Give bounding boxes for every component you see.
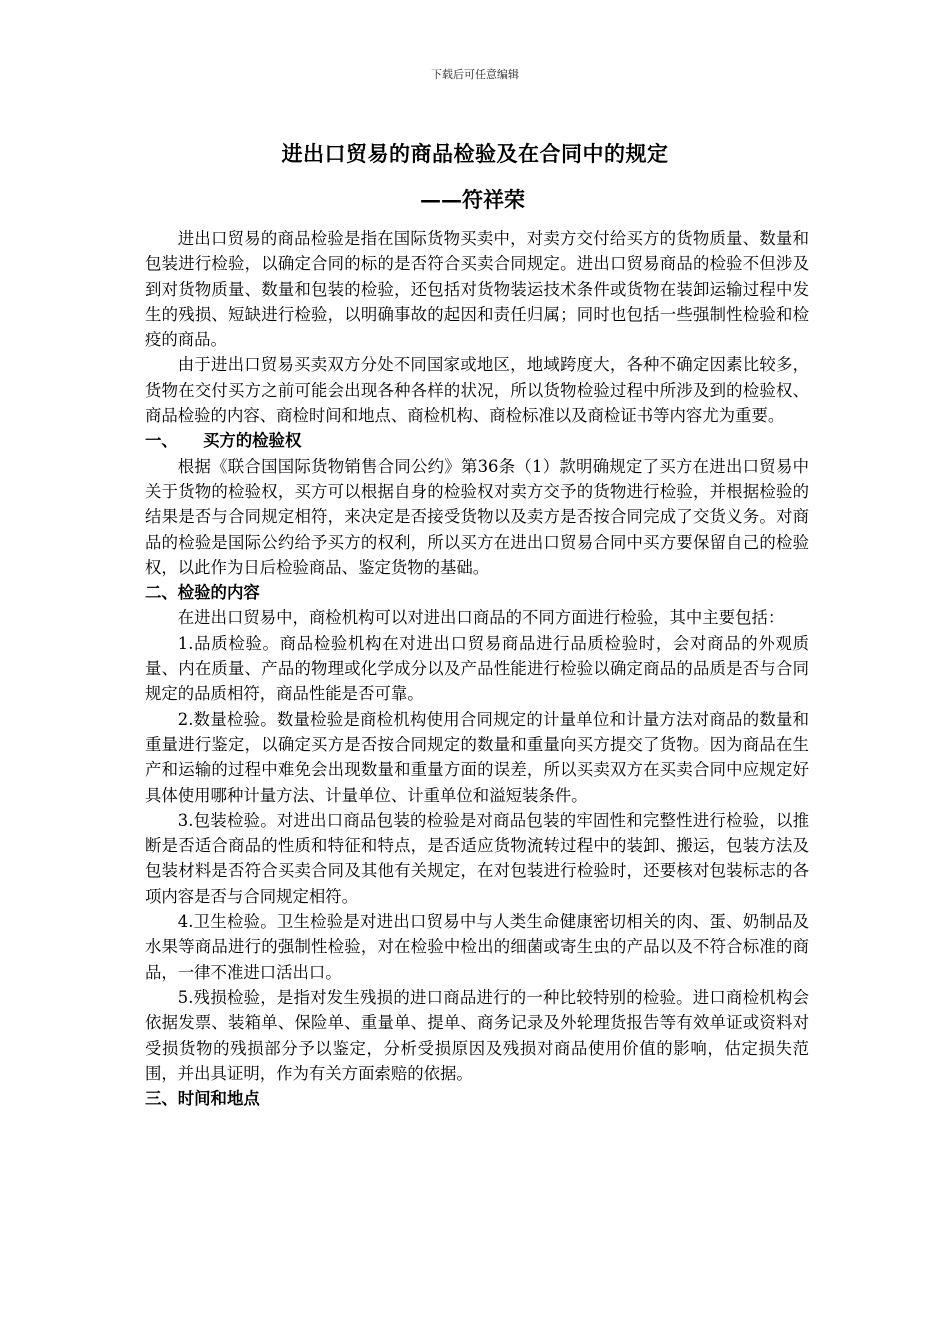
- section2-paragraph-quantity: 2.数量检验。数量检验是商检机构使用合同规定的计量单位和计量方法对商品的数量和重量进行鉴定，以确定买方是否按合同规定的数量和重量向买方提交了货物。因为商品在生产和运输的过程中难免会出现数量和重量方面的误差，所以买卖双方在买卖合同中应规定好具体使用哪种计量方法、计量单位、计重单位和溢短装条件。: [145, 709, 809, 805]
- section2-paragraph-damage: 5.残损检验，是指对发生残损的进口商品进行的一种比较特别的检验。进口商检机构会依据发票、装箱单、保险单、重量单、提单、商务记录及外轮理货报告等有效单证或资料对受损货物的残损部分予以鉴定，分析受损原因及残损对商品使用价值的影响，估定损失范围，并出具证明，作为有关方面索赔的依据。: [145, 987, 809, 1083]
- document-body: [145, 226, 809, 1111]
- intro-paragraph-1: 进出口贸易的商品检验是指在国际货物买卖中，对卖方交付给买方的货物质量、数量和包装进行检验，以确定合同的标的是否符合买卖合同规定。进出口贸易商品的检验不但涉及到对货物质量、数量和包装的检验，还包括对货物装运技术条件或货物在装卸运输过程中发生的残损、短缺进行检验，以明确事故的起因和责任归属；同时也包括一些强制性检验和检疫的商品。: [145, 229, 809, 350]
- section-heading-time-and-place: 三、时间和地点: [145, 1089, 260, 1109]
- section-heading-inspection-content: 二、检验的内容: [145, 583, 260, 603]
- section1-paragraph-1: 根据《联合国国际货物销售合同公约》第36条（1）款明确规定了买方在进出口贸易中关于货物的检验权，买方可以根据自身的检验权对卖方交予的货物进行检验，并根据检验的结果是否与合同规定相符，来决定是否接受货物以及卖方是否按合同完成了交货义务。对商品的检验是国际公约给予买方的权利，所以买方在进出口贸易合同中买方要保留自己的检验权，以此作为日后检验商品、鉴定货物的基础。: [145, 456, 809, 577]
- intro-paragraph-2: 由于进出口贸易买卖双方分处不同国家或地区，地域跨度大，各种不确定因素比较多，货物在交付买方之前可能会出现各种各样的状况，所以货物检验过程中所涉及到的检验权、商品检验的内容、商检时间和地点、商检机构、商检标准以及商检证书等内容尤为重要。: [145, 355, 809, 426]
- section2-paragraph-sanitary: 4.卫生检验。卫生检验是对进出口贸易中与人类生命健康密切相关的肉、蛋、奶制品及水果等商品进行的强制性检验，对在检验中检出的细菌或寄生虫的产品以及不符合标准的商品，一律不准进口活出口。: [145, 912, 809, 982]
- section-heading-buyer-inspection-right: [145, 428, 809, 453]
- section2-paragraph-quality: 1.品质检验。商品检验机构在对进出口贸易商品进行品质检验时，会对商品的外观质量、内在质量、产品的物理或化学成分以及产品性能进行检验以确定商品的品质是否与合同规定的品质相符，商品性能是否可靠。: [145, 633, 809, 704]
- section-title: 买方的检验权: [203, 431, 302, 451]
- section2-paragraph-packaging: 3.包装检验。对进出口商品包装的检验是对商品包装的牢固性和完整性进行检验，以推断是否适合商品的性质和特征和特点，是否适应货物流转过程中的装卸、搬运，包装方法及包装材料是否符合买卖合同及其他有关规定，在对包装进行检验时，还要核对包装标志的各项内容是否与合同规定相符。: [145, 810, 809, 906]
- section2-paragraph-1: 在进出口贸易中，商检机构可以对进出口商品的不同方面进行检验，其中主要包括：: [177, 608, 785, 628]
- document-author: ——符祥荣: [420, 187, 525, 212]
- document-title: 进出口贸易的商品检验及在合同中的规定: [281, 141, 669, 166]
- section-number: 一、: [145, 431, 178, 451]
- header-note: 下载后可任意编辑: [431, 68, 519, 81]
